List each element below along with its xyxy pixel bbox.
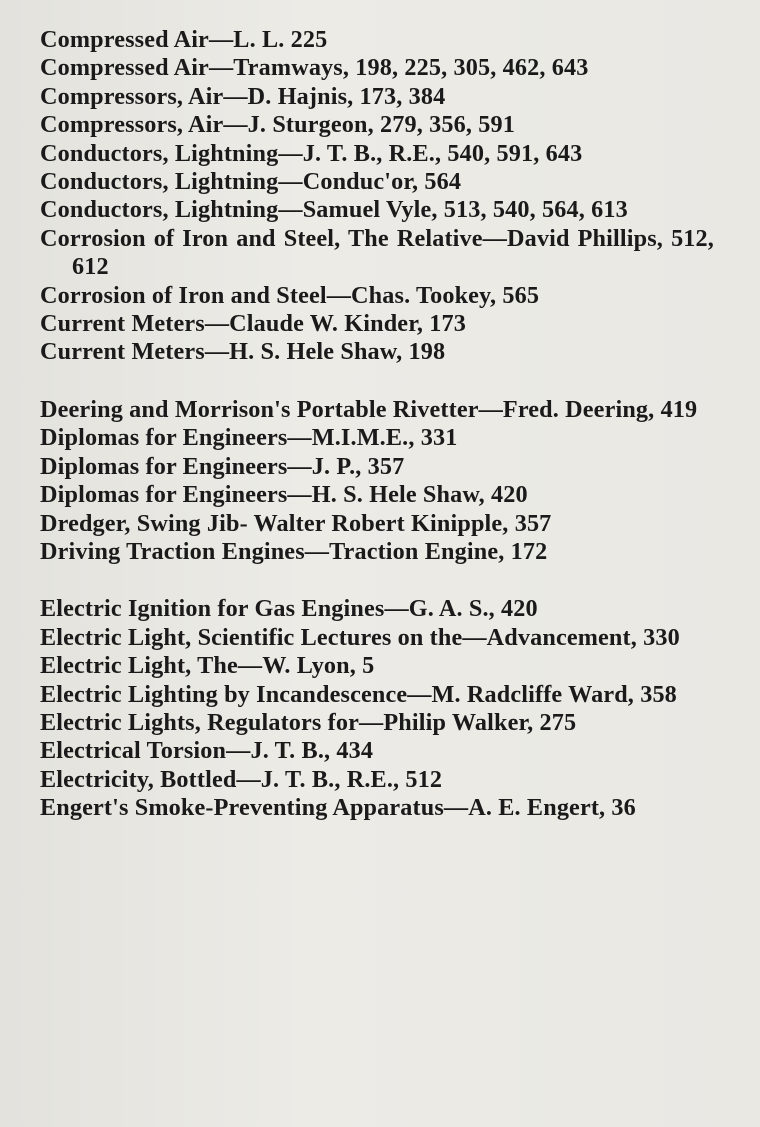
index-entry: Conductors, Lightning—J. T. B., R.E., 540, 591, 643 xyxy=(40,139,583,167)
index-entry: Diplomas for Engineers—H. S. Hele Shaw, 420 xyxy=(40,481,528,509)
index-entry: Electric Ignition for Gas Engines—G. A. S., 420 xyxy=(40,595,538,623)
index-entry: Conductors, Lightning—Samuel Vyle, 513, 540, 564, 613 xyxy=(40,196,628,224)
index-entry: Electricity, Bottled—J. T. B., R.E., 512 xyxy=(40,765,443,793)
index-entry: Dredger, Swing Jib- Walter Robert Kinipple, 357 xyxy=(40,509,552,537)
index-entry: Electric Lights, Regulators for—Philip Walker, 275 xyxy=(40,708,577,736)
index-entry: Engert's Smoke-Preventing Apparatus—A. E. Engert, 36 xyxy=(40,794,636,822)
index-entry: Compressed Air—Tramways, 198, 225, 305, 462, 643 xyxy=(40,54,589,82)
index-entry: Driving Traction Engines—Traction Engine, 172 xyxy=(40,537,548,565)
index-entry: Compressed Air—L. L. 225 xyxy=(40,26,328,53)
index-entry: Corrosion of Iron and Steel, The Relative—David Phillips, 512, 612 xyxy=(40,224,714,281)
index-group-e xyxy=(40,595,714,822)
index-entry: Current Meters—H. S. Hele Shaw, 198 xyxy=(40,338,446,366)
index-entry: Electric Light, Scientific Lectures on the—Advancement, 330 xyxy=(40,623,680,651)
index-entry: Corrosion of Iron and Steel—Chas. Tookey, 565 xyxy=(40,281,540,309)
index-entry: Diplomas for Engineers—J. P., 357 xyxy=(40,452,405,480)
index-entry: Electrical Torsion—J. T. B., 434 xyxy=(40,737,374,765)
index-entry: Compressors, Air—J. Sturgeon, 279, 356, 591 xyxy=(40,111,515,139)
index-entry: Current Meters—Claude W. Kinder, 173 xyxy=(40,310,466,338)
index-entry: Electric Light, The—W. Lyon, 5 xyxy=(40,652,375,680)
index-group-c xyxy=(40,26,714,367)
index-entry: Diplomas for Engineers—M.I.M.E., 331 xyxy=(40,424,458,452)
index-group-d xyxy=(40,396,714,566)
index-entry: Deering and Morrison's Portable Rivetter—Fred. Deering, 419 xyxy=(40,395,698,423)
index-entry: Electric Lighting by Incandescence—M. Radcliffe Ward, 358 xyxy=(40,680,677,708)
index-entry: Compressors, Air—D. Hajnis, 173, 384 xyxy=(40,82,446,110)
index-entry: Conductors, Lightning—Conduc'or, 564 xyxy=(40,168,462,196)
